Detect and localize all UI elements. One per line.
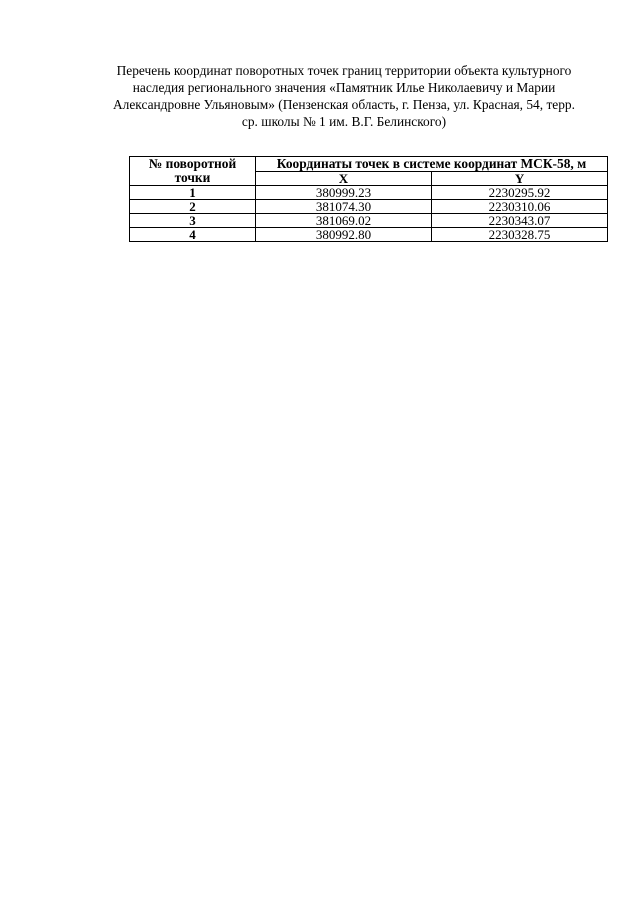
table-header-row <box>130 157 608 172</box>
point-number-cell: 3 <box>130 214 256 228</box>
table-row <box>130 214 608 228</box>
document-title <box>96 62 592 130</box>
y-column-header: Y <box>432 172 608 186</box>
x-coordinate-cell: 380992.80 <box>256 228 432 242</box>
table-row <box>130 200 608 214</box>
x-coordinate-cell: 380999.23 <box>256 186 432 200</box>
point-number-header-line: точки <box>174 170 211 185</box>
point-number-header <box>130 157 256 186</box>
coordinates-header: Координаты точек в системе координат МСК-58, м <box>256 157 608 172</box>
title-line: Перечень координат поворотных точек границ территории объекта культурного <box>116 63 572 78</box>
point-number-cell: 4 <box>130 228 256 242</box>
y-coordinate-cell: 2230328.75 <box>432 228 608 242</box>
y-coordinate-cell: 2230310.06 <box>432 200 608 214</box>
x-column-header: X <box>256 172 432 186</box>
coordinates-table <box>129 156 608 242</box>
x-coordinate-cell: 381069.02 <box>256 214 432 228</box>
table-row <box>130 228 608 242</box>
title-line: ср. школы № 1 им. В.Г. Белинского) <box>241 114 447 129</box>
y-coordinate-cell: 2230295.92 <box>432 186 608 200</box>
y-coordinate-cell: 2230343.07 <box>432 214 608 228</box>
point-number-cell: 1 <box>130 186 256 200</box>
table-row <box>130 186 608 200</box>
x-coordinate-cell: 381074.30 <box>256 200 432 214</box>
title-line: наследия регионального значения «Памятник Илье Николаевичу и Марии <box>132 80 556 95</box>
point-number-header-line: № поворотной <box>148 156 237 171</box>
point-number-cell: 2 <box>130 200 256 214</box>
title-line: Александровне Ульяновым» (Пензенская область, г. Пенза, ул. Красная, 54, терр. <box>113 97 575 112</box>
